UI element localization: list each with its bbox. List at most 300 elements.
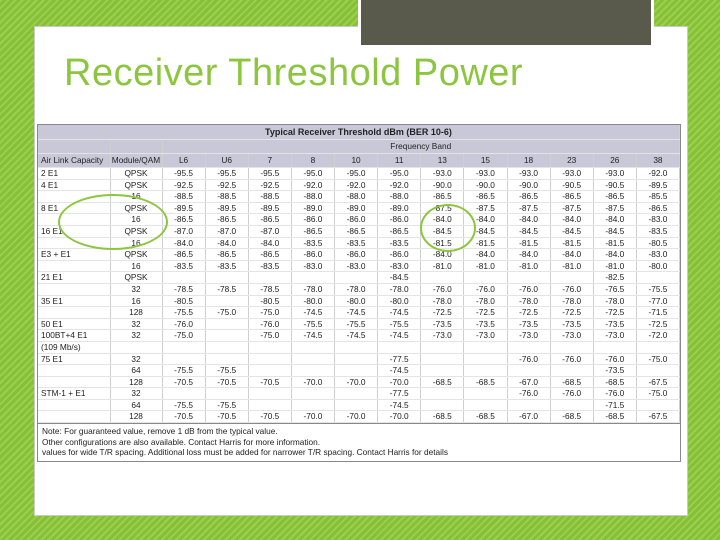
threshold-cell: -87.5	[507, 202, 550, 214]
threshold-cell: -74.5	[291, 307, 334, 319]
threshold-cell	[507, 365, 550, 377]
modulation-cell: 32	[110, 318, 162, 330]
threshold-cell: -75.5	[162, 365, 205, 377]
title-tab-decoration	[358, 0, 654, 48]
threshold-cell: -77.5	[378, 353, 421, 365]
threshold-cell: -67.5	[636, 376, 679, 388]
threshold-cell	[550, 272, 593, 284]
threshold-cell: -78.0	[421, 295, 464, 307]
threshold-cell: -78.0	[464, 295, 507, 307]
threshold-cell: -92.0	[335, 179, 378, 191]
threshold-cell: -88.0	[335, 191, 378, 203]
threshold-cell	[291, 388, 334, 400]
threshold-cell: -76.0	[550, 283, 593, 295]
threshold-cell	[291, 365, 334, 377]
band-header-cell: 13	[421, 154, 464, 168]
capacity-cell: 35 E1	[38, 295, 110, 307]
threshold-cell: -80.0	[335, 295, 378, 307]
threshold-cell: -75.0	[162, 330, 205, 342]
threshold-cell: -68.5	[421, 376, 464, 388]
threshold-table	[38, 125, 680, 423]
threshold-cell	[205, 330, 248, 342]
threshold-cell: -68.5	[421, 411, 464, 423]
threshold-cell: -86.5	[550, 191, 593, 203]
threshold-cell: -86.5	[205, 214, 248, 226]
band-header-cell: L6	[162, 154, 205, 168]
threshold-cell: -95.5	[162, 168, 205, 180]
threshold-cell: -70.5	[248, 376, 291, 388]
threshold-cell: -68.5	[550, 411, 593, 423]
threshold-cell: -93.0	[550, 168, 593, 180]
threshold-cell: -75.5	[162, 307, 205, 319]
threshold-cell: -90.0	[464, 179, 507, 191]
threshold-cell: -70.0	[335, 376, 378, 388]
threshold-cell: -73.0	[593, 330, 636, 342]
threshold-cell: -73.0	[464, 330, 507, 342]
threshold-cell	[421, 341, 464, 353]
threshold-cell: -81.5	[421, 237, 464, 249]
threshold-cell: -74.5	[335, 330, 378, 342]
threshold-cell: -73.5	[593, 365, 636, 377]
threshold-cell: -86.5	[636, 202, 679, 214]
threshold-cell: -83.0	[636, 249, 679, 261]
modulation-cell: 16	[110, 191, 162, 203]
threshold-cell	[507, 399, 550, 411]
threshold-cell: -81.5	[593, 237, 636, 249]
band-header-cell: 10	[335, 154, 378, 168]
threshold-cell: -84.0	[248, 237, 291, 249]
table-row	[38, 388, 680, 400]
threshold-cell: -84.5	[593, 225, 636, 237]
threshold-cell: -81.5	[464, 237, 507, 249]
threshold-cell: -81.0	[464, 260, 507, 272]
threshold-cell: -86.5	[593, 191, 636, 203]
threshold-table-container	[37, 124, 681, 462]
threshold-cell: -90.5	[550, 179, 593, 191]
table-row	[38, 330, 680, 342]
table-row	[38, 272, 680, 284]
threshold-cell: -75.5	[205, 365, 248, 377]
band-header-cell: 8	[291, 154, 334, 168]
threshold-cell: -75.5	[335, 318, 378, 330]
threshold-cell: -84.0	[464, 249, 507, 261]
threshold-cell: -93.0	[507, 168, 550, 180]
threshold-cell: -86.5	[421, 191, 464, 203]
table-row	[38, 307, 680, 319]
threshold-cell: -78.0	[550, 295, 593, 307]
threshold-cell	[636, 341, 679, 353]
threshold-cell: -73.5	[593, 318, 636, 330]
threshold-cell: -83.5	[205, 260, 248, 272]
threshold-cell: -76.0	[507, 353, 550, 365]
threshold-cell: -75.5	[636, 283, 679, 295]
threshold-cell: -81.0	[550, 260, 593, 272]
threshold-cell	[162, 341, 205, 353]
threshold-cell	[248, 272, 291, 284]
threshold-cell: -70.5	[162, 411, 205, 423]
modulation-cell: 128	[110, 307, 162, 319]
modulation-cell: QPSK	[110, 249, 162, 261]
threshold-cell: -75.5	[205, 399, 248, 411]
threshold-cell: -82.5	[593, 272, 636, 284]
threshold-cell: -83.5	[248, 260, 291, 272]
threshold-cell	[636, 399, 679, 411]
threshold-cell: -83.0	[335, 260, 378, 272]
threshold-cell	[162, 353, 205, 365]
threshold-cell: -71.5	[593, 399, 636, 411]
threshold-cell: -86.5	[248, 214, 291, 226]
threshold-cell: -84.0	[162, 237, 205, 249]
threshold-cell: -81.5	[550, 237, 593, 249]
threshold-cell: -68.5	[464, 376, 507, 388]
threshold-cell: -83.0	[378, 260, 421, 272]
capacity-cell	[38, 411, 110, 423]
threshold-cell: -88.5	[162, 191, 205, 203]
threshold-cell: -73.5	[421, 318, 464, 330]
threshold-cell: -90.0	[507, 179, 550, 191]
threshold-cell: -78.0	[291, 283, 334, 295]
threshold-cell: -86.0	[335, 249, 378, 261]
threshold-cell: -67.0	[507, 411, 550, 423]
threshold-cell: -68.5	[550, 376, 593, 388]
band-header-cell: 11	[378, 154, 421, 168]
threshold-cell: -77.5	[378, 388, 421, 400]
threshold-cell: -86.5	[378, 225, 421, 237]
threshold-cell: -84.0	[507, 249, 550, 261]
threshold-cell: -81.0	[593, 260, 636, 272]
threshold-cell: -72.0	[636, 330, 679, 342]
table-row	[38, 353, 680, 365]
threshold-cell: -86.5	[335, 225, 378, 237]
threshold-cell: -76.0	[421, 283, 464, 295]
highlight-circle-8e1	[58, 194, 168, 250]
threshold-cell: -77.0	[636, 295, 679, 307]
threshold-cell	[593, 341, 636, 353]
threshold-cell: -70.0	[335, 411, 378, 423]
threshold-cell: -86.5	[248, 249, 291, 261]
threshold-cell: -68.5	[464, 411, 507, 423]
threshold-cell: -81.0	[421, 260, 464, 272]
capacity-cell: 8 E1	[38, 202, 110, 214]
threshold-cell: -90.0	[421, 179, 464, 191]
threshold-cell: -74.5	[378, 307, 421, 319]
threshold-cell: -76.0	[507, 283, 550, 295]
threshold-cell: -70.0	[291, 376, 334, 388]
threshold-cell: -68.5	[593, 411, 636, 423]
threshold-cell	[248, 388, 291, 400]
band-header-cell: U6	[205, 154, 248, 168]
threshold-cell: -84.0	[593, 249, 636, 261]
modulation-cell: 32	[110, 388, 162, 400]
threshold-cell: -75.0	[636, 388, 679, 400]
threshold-cell: -83.5	[378, 237, 421, 249]
capacity-cell	[38, 365, 110, 377]
threshold-cell: -88.5	[248, 191, 291, 203]
threshold-cell: -72.5	[550, 307, 593, 319]
threshold-cell	[205, 388, 248, 400]
table-row	[38, 341, 680, 353]
modulation-cell: 32	[110, 283, 162, 295]
threshold-cell: -89.0	[378, 202, 421, 214]
band-header-cell: 15	[464, 154, 507, 168]
threshold-cell: -80.0	[378, 295, 421, 307]
band-header-cell: 26	[593, 154, 636, 168]
threshold-cell	[636, 365, 679, 377]
threshold-cell: -75.0	[248, 330, 291, 342]
threshold-cell: -72.5	[421, 307, 464, 319]
threshold-cell	[162, 272, 205, 284]
threshold-cell: -70.5	[248, 411, 291, 423]
threshold-cell: -76.0	[593, 353, 636, 365]
header-blank-1	[38, 140, 110, 154]
modulation-cell: QPSK	[110, 179, 162, 191]
threshold-cell	[464, 341, 507, 353]
col-header-capacity: Air Link Capacity	[38, 154, 110, 168]
modulation-cell: QPSK	[110, 272, 162, 284]
threshold-cell: -80.0	[291, 295, 334, 307]
capacity-cell: 2 E1	[38, 168, 110, 180]
threshold-cell	[291, 399, 334, 411]
threshold-cell	[291, 353, 334, 365]
modulation-cell: 32	[110, 330, 162, 342]
threshold-cell: -70.5	[205, 411, 248, 423]
threshold-cell: -86.5	[507, 191, 550, 203]
table-title: Typical Receiver Threshold dBm (BER 10-6)	[38, 125, 680, 140]
threshold-cell	[291, 341, 334, 353]
threshold-cell: -70.0	[378, 411, 421, 423]
threshold-cell: -86.0	[291, 249, 334, 261]
threshold-cell: -80.5	[248, 295, 291, 307]
threshold-cell: -74.5	[335, 307, 378, 319]
table-row	[38, 376, 680, 388]
threshold-cell	[550, 365, 593, 377]
threshold-cell: -81.0	[507, 260, 550, 272]
threshold-cell	[248, 365, 291, 377]
threshold-cell: -80.0	[636, 260, 679, 272]
table-notes	[38, 423, 680, 461]
threshold-cell	[421, 353, 464, 365]
threshold-cell: -83.0	[636, 214, 679, 226]
table-row	[38, 318, 680, 330]
note-line: Other configurations are also available. Contact Harris for more information.	[42, 436, 321, 447]
modulation-cell: QPSK	[110, 225, 162, 237]
threshold-cell	[335, 353, 378, 365]
modulation-cell: 16	[110, 237, 162, 249]
threshold-cell: -83.5	[162, 260, 205, 272]
threshold-cell: -84.0	[507, 214, 550, 226]
threshold-cell	[378, 341, 421, 353]
threshold-cell: -86.5	[162, 249, 205, 261]
highlight-circle-13ghz	[420, 204, 476, 252]
threshold-cell: -76.0	[550, 388, 593, 400]
threshold-cell	[205, 295, 248, 307]
band-header-cell: 18	[507, 154, 550, 168]
threshold-cell: -84.5	[464, 225, 507, 237]
threshold-cell	[205, 318, 248, 330]
threshold-cell: -83.0	[291, 260, 334, 272]
threshold-cell	[636, 272, 679, 284]
threshold-cell: -84.0	[550, 214, 593, 226]
capacity-cell: 75 E1	[38, 353, 110, 365]
threshold-cell: -78.0	[507, 295, 550, 307]
threshold-cell: -88.5	[205, 191, 248, 203]
threshold-cell	[335, 399, 378, 411]
threshold-cell	[464, 388, 507, 400]
threshold-cell: -95.0	[378, 168, 421, 180]
threshold-cell: -73.0	[550, 330, 593, 342]
threshold-cell: -73.5	[550, 318, 593, 330]
capacity-cell	[38, 376, 110, 388]
threshold-cell	[550, 399, 593, 411]
threshold-cell	[507, 272, 550, 284]
slide-title: Receiver Threshold Power	[64, 52, 524, 94]
threshold-cell: -70.5	[162, 376, 205, 388]
table-row	[38, 411, 680, 423]
threshold-cell: -72.5	[593, 307, 636, 319]
threshold-cell: -84.5	[421, 225, 464, 237]
threshold-cell: -85.5	[636, 191, 679, 203]
capacity-cell: 100BT+4 E1	[38, 330, 110, 342]
capacity-cell: E3 + E1	[38, 249, 110, 261]
table-row	[38, 295, 680, 307]
threshold-cell: -86.5	[464, 191, 507, 203]
threshold-cell: -86.5	[205, 249, 248, 261]
threshold-cell: -86.5	[162, 214, 205, 226]
threshold-cell: -84.5	[550, 225, 593, 237]
threshold-cell: -78.5	[248, 283, 291, 295]
threshold-cell	[550, 341, 593, 353]
threshold-cell: -87.5	[550, 202, 593, 214]
modulation-cell: 64	[110, 365, 162, 377]
threshold-cell: -84.0	[464, 214, 507, 226]
table-row	[38, 179, 680, 191]
capacity-cell: STM-1 + E1	[38, 388, 110, 400]
threshold-cell: -67.5	[636, 411, 679, 423]
threshold-cell: -93.0	[593, 168, 636, 180]
threshold-cell: -92.0	[291, 179, 334, 191]
threshold-cell: -68.5	[593, 376, 636, 388]
modulation-cell: 128	[110, 376, 162, 388]
threshold-cell	[205, 353, 248, 365]
threshold-cell: -71.5	[636, 307, 679, 319]
threshold-cell: -73.0	[421, 330, 464, 342]
threshold-cell: -92.5	[205, 179, 248, 191]
table-row	[38, 365, 680, 377]
threshold-cell: -78.5	[162, 283, 205, 295]
capacity-cell: 50 E1	[38, 318, 110, 330]
col-header-modulation: Module/QAM	[110, 154, 162, 168]
threshold-cell: -89.5	[205, 202, 248, 214]
table-row	[38, 249, 680, 261]
capacity-cell: (109 Mb/s)	[38, 341, 110, 353]
capacity-cell: 16 E1	[38, 225, 110, 237]
threshold-cell: -74.5	[378, 365, 421, 377]
threshold-cell: -93.0	[421, 168, 464, 180]
threshold-cell	[421, 388, 464, 400]
threshold-cell: -76.0	[162, 318, 205, 330]
threshold-cell: -80.5	[162, 295, 205, 307]
threshold-cell: -73.0	[507, 330, 550, 342]
threshold-cell: -87.5	[421, 202, 464, 214]
threshold-cell: -89.0	[335, 202, 378, 214]
threshold-cell: -83.5	[636, 225, 679, 237]
threshold-cell: -92.5	[248, 179, 291, 191]
threshold-cell	[248, 353, 291, 365]
threshold-cell: -84.0	[550, 249, 593, 261]
threshold-cell: -89.5	[162, 202, 205, 214]
threshold-cell: -81.5	[507, 237, 550, 249]
capacity-cell	[38, 399, 110, 411]
band-header-cell: 7	[248, 154, 291, 168]
threshold-cell: -87.0	[205, 225, 248, 237]
threshold-cell: -87.5	[464, 202, 507, 214]
threshold-cell: -87.0	[162, 225, 205, 237]
threshold-cell: -84.0	[205, 237, 248, 249]
threshold-cell: -75.5	[291, 318, 334, 330]
threshold-cell: -84.5	[378, 272, 421, 284]
threshold-cell: -74.5	[291, 330, 334, 342]
threshold-cell	[205, 272, 248, 284]
threshold-cell: -80.5	[636, 237, 679, 249]
threshold-cell	[205, 341, 248, 353]
threshold-cell	[464, 353, 507, 365]
threshold-cell: -92.5	[162, 179, 205, 191]
threshold-cell: -70.5	[205, 376, 248, 388]
threshold-cell: -75.0	[248, 307, 291, 319]
threshold-cell: -83.5	[335, 237, 378, 249]
threshold-cell: -88.0	[291, 191, 334, 203]
threshold-cell: -76.0	[507, 388, 550, 400]
threshold-cell: -70.0	[291, 411, 334, 423]
threshold-cell: -95.5	[205, 168, 248, 180]
modulation-cell: 128	[110, 411, 162, 423]
threshold-cell: -88.0	[378, 191, 421, 203]
threshold-cell: -95.0	[291, 168, 334, 180]
table-row	[38, 283, 680, 295]
threshold-cell	[421, 365, 464, 377]
table-row	[38, 260, 680, 272]
threshold-cell: -92.0	[636, 168, 679, 180]
threshold-cell	[507, 341, 550, 353]
modulation-cell: QPSK	[110, 202, 162, 214]
threshold-cell	[248, 399, 291, 411]
table-row	[38, 399, 680, 411]
threshold-cell: -84.0	[421, 214, 464, 226]
threshold-cell: -78.0	[593, 295, 636, 307]
threshold-cell: -84.0	[593, 214, 636, 226]
threshold-cell: -83.5	[291, 237, 334, 249]
modulation-cell: QPSK	[110, 168, 162, 180]
threshold-cell: -67.0	[507, 376, 550, 388]
threshold-cell: -72.5	[636, 318, 679, 330]
capacity-cell	[38, 260, 110, 272]
threshold-cell: -93.0	[464, 168, 507, 180]
threshold-cell: -84.5	[507, 225, 550, 237]
threshold-cell	[421, 272, 464, 284]
threshold-cell	[335, 365, 378, 377]
threshold-cell: -90.5	[593, 179, 636, 191]
threshold-cell	[335, 388, 378, 400]
modulation-cell: 16	[110, 295, 162, 307]
band-header: Frequency Band	[162, 140, 680, 154]
threshold-cell: -75.5	[162, 399, 205, 411]
capacity-cell: 21 E1	[38, 272, 110, 284]
threshold-cell: -75.5	[378, 318, 421, 330]
threshold-cell	[335, 341, 378, 353]
threshold-cell	[162, 388, 205, 400]
threshold-cell: -89.0	[291, 202, 334, 214]
capacity-cell	[38, 307, 110, 319]
